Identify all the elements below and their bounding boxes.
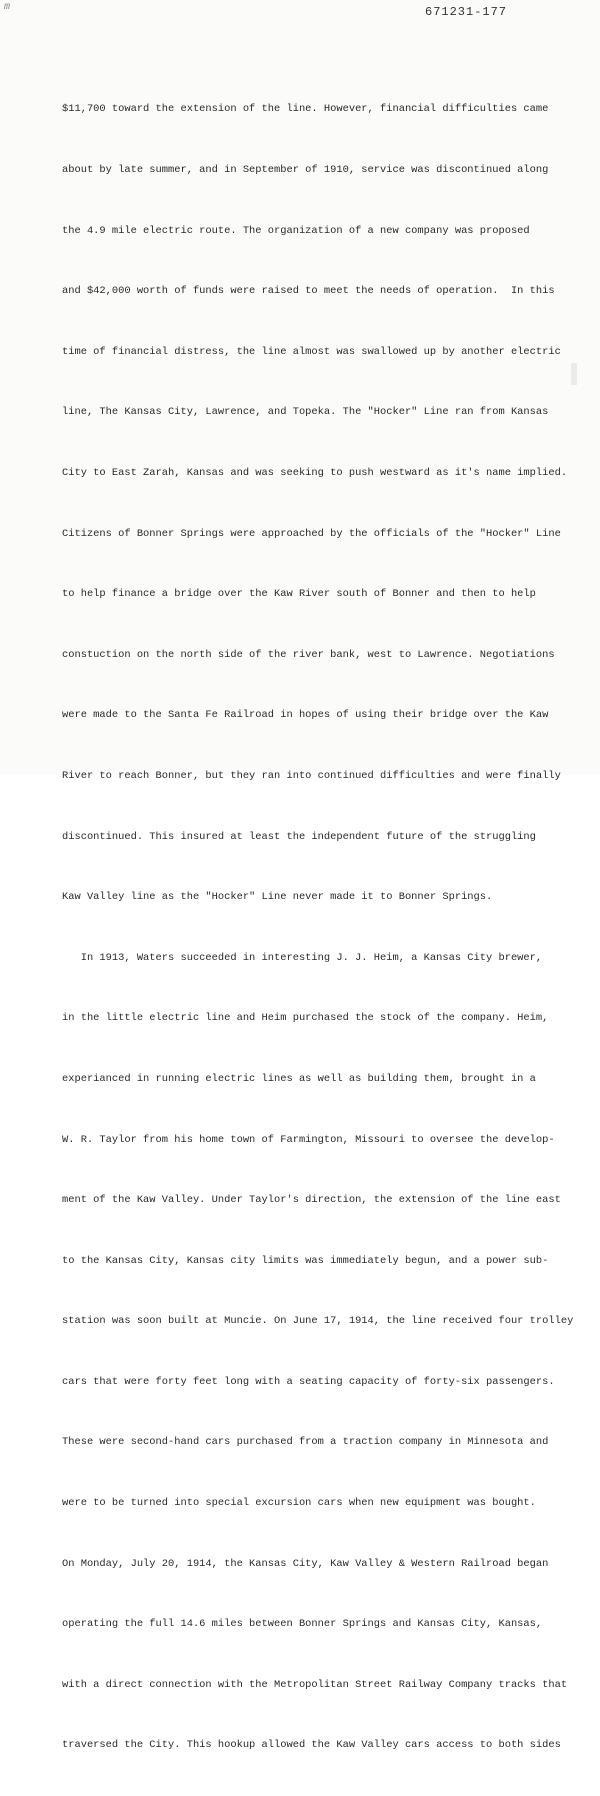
text-line: about by late summer, and in September of 1910, service was discontinued along [62, 164, 549, 176]
text-line: ment of the Kaw Valley. Under Taylor's direction, the extension of the line east [62, 1194, 561, 1207]
text-line: discontinued. This insured at least the independent future of the struggling [62, 830, 536, 843]
text-line: to help finance a bridge over the Kaw River south of Bonner and then to help [62, 588, 536, 601]
text-line: W. R. Taylor from his home town of Farmington, Missouri to oversee the develop- [62, 1133, 555, 1146]
text-line: to the Kansas City, Kansas city limits was immediately begun, and a power sub- [62, 1254, 549, 1267]
text-line: were made to the Santa Fe Railroad in hopes of using their bridge over the Kaw [62, 709, 549, 722]
corner-pencil-mark: m [4, 2, 11, 13]
text-line: the 4.9 mile electric route. The organization of a new company was proposed [62, 224, 530, 237]
text-line: $11,700 toward the extension of the line. However, financial difficulties came [62, 103, 549, 116]
text-line: and $42,000 worth of funds were raised to meet the needs of operation. In this [62, 285, 555, 298]
text-line: cars that were forty feet long with a seating capacity of forty-six passengers. [62, 1375, 555, 1388]
text-line: These were second-hand cars purchased from a traction company in Minnesota and [62, 1436, 549, 1449]
text-line: with a direct connection with the Metropolitan Street Railway Company tracks that [62, 1678, 568, 1691]
document-number: 671231-177 [425, 5, 508, 19]
text-line: operating the full 14.6 miles between Bonner Springs and Kansas City, Kansas, [62, 1618, 543, 1631]
text-line: in the little electric line and Heim purchased the stock of the company. Heim, [62, 1012, 549, 1025]
text-line: River to reach Bonner, but they ran into continued difficulties and were finally [62, 769, 561, 782]
margin-smudge [571, 363, 577, 385]
text-line: On Monday, July 20, 1914, the Kansas City, Kaw Valley & Western Railroad began [62, 1557, 549, 1570]
text-line: line, The Kansas City, Lawrence, and Topeka. The "Hocker" Line ran from Kansas [62, 406, 549, 419]
text-line: City to East Zarah, Kansas and was seeking to push westward as it's name implied. [62, 466, 568, 479]
text-line: In 1913, Waters succeeded in interesting J. J. Heim, a Kansas City brewer, [62, 951, 543, 964]
text-line: station was soon built at Muncie. On June 17, 1914, the line received four trolley [62, 1315, 574, 1328]
text-line: experianced in running electric lines as well as building them, brought in a [62, 1072, 536, 1085]
typed-body-text [62, 59, 574, 1796]
text-line: constuction on the north side of the river bank, west to Lawrence. Negotiations [62, 648, 555, 661]
text-line: were to be turned into special excursion cars when new equipment was bought. [62, 1497, 536, 1510]
text-line: traversed the City. This hookup allowed the Kaw Valley cars access to both sides [62, 1739, 561, 1752]
text-line: Kaw Valley line as the "Hocker" Line never made it to Bonner Springs. [62, 891, 493, 904]
text-line: Citizens of Bonner Springs were approached by the officials of the "Hocker" Line [62, 527, 561, 540]
text-line: time of financial distress, the line almost was swallowed up by another electric [62, 345, 561, 358]
